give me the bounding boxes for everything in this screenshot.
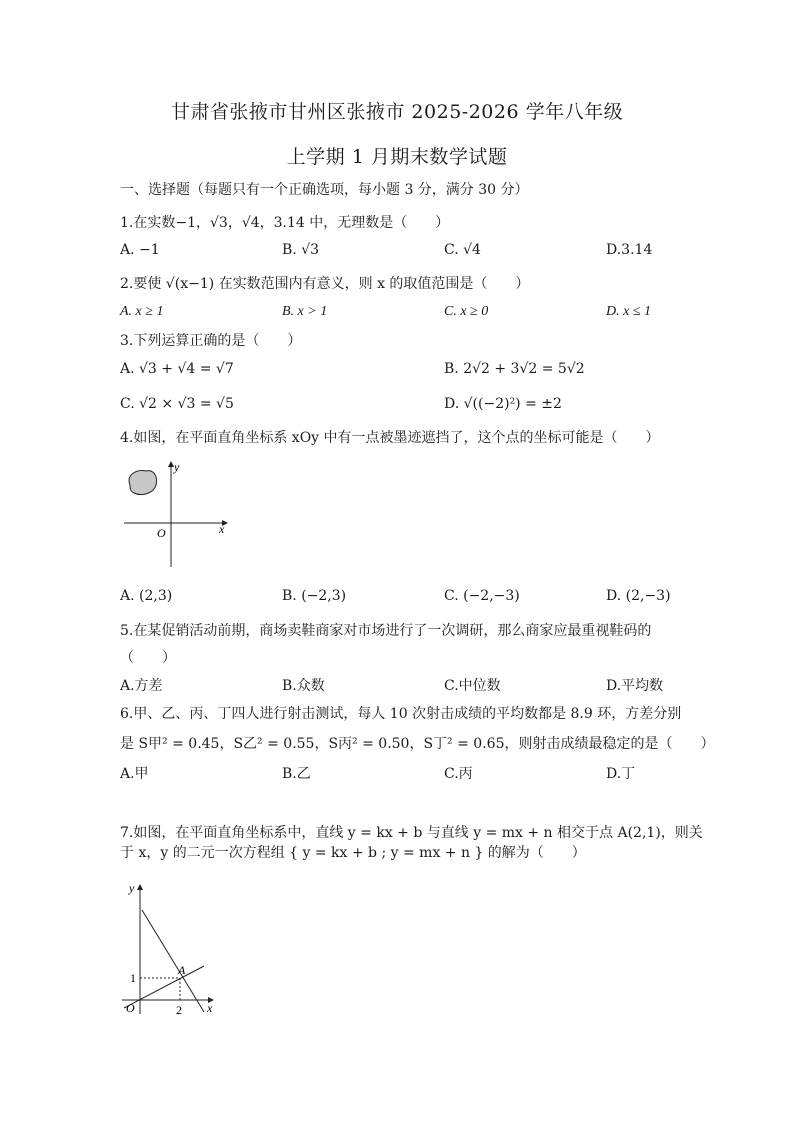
- origin-label: O: [126, 1001, 135, 1015]
- question-2-option-c[interactable]: C. x ≥ 0: [444, 304, 489, 319]
- point-a-label: A: [178, 963, 186, 977]
- question-4-figure: [118, 455, 238, 575]
- question-5-option-d[interactable]: D.平均数: [606, 678, 664, 694]
- question-4-stem: 4.如图，在平面直角坐标系 xOy 中有一点被墨迹遮挡了，这个点的坐标可能是（ ）: [120, 430, 660, 446]
- question-1-stem: 1.在实数−1，√3，√4，3.14 中，无理数是（ ）: [120, 215, 450, 231]
- question-6-option-a[interactable]: A.甲: [120, 766, 149, 782]
- question-5-option-b[interactable]: B.众数: [282, 678, 325, 694]
- x-axis-label: x: [207, 1001, 213, 1015]
- question-1-option-d[interactable]: D.3.14: [606, 242, 653, 258]
- ink-blot-shape: [129, 471, 156, 495]
- section-heading: 一、选择题（每题只有一个正确选项，每小题 3 分，满分 30 分）: [120, 182, 529, 198]
- question-5-stem-cont: （ ）: [120, 650, 176, 666]
- question-1-option-b[interactable]: B. √3: [282, 242, 320, 258]
- question-7-figure: [118, 880, 228, 1020]
- question-2-option-b[interactable]: B. x > 1: [282, 304, 328, 319]
- origin-label: O: [157, 526, 166, 540]
- question-3-option-c[interactable]: C. √2 × √3 = √5: [120, 396, 234, 412]
- question-2-option-d[interactable]: D. x ≤ 1: [606, 304, 652, 319]
- question-2-stem: 2.要使 √(x−1) 在实数范围内有意义，则 x 的取值范围是（ ）: [120, 276, 530, 292]
- question-4-option-c[interactable]: C. (−2,−3): [444, 588, 520, 604]
- question-4-option-a[interactable]: A. (2,3): [120, 588, 173, 604]
- question-3-stem: 3.下列运算正确的是（ ）: [120, 333, 302, 349]
- line-mx-n: [124, 966, 204, 1008]
- y-axis-label: y: [129, 881, 135, 895]
- question-5-stem: 5.在某促销活动前期，商场卖鞋商家对市场进行了一次调研，那么商家应最重视鞋码的: [120, 623, 652, 639]
- question-3-option-d[interactable]: D. √((−2)²) = ±2: [444, 396, 562, 412]
- tick-y-label: 1: [130, 971, 136, 985]
- question-6-option-b[interactable]: B.乙: [282, 766, 311, 782]
- question-5-option-c[interactable]: C.中位数: [444, 678, 501, 694]
- line-kx-b: [142, 910, 204, 1012]
- question-3-option-a[interactable]: A. √3 + √4 = √7: [120, 361, 234, 377]
- question-6-stem: 6.甲、乙、丙、丁四人进行射击测试，每人 10 次射击成绩的平均数都是 8.9 环，方差分别: [120, 706, 682, 722]
- question-5-option-a[interactable]: A.方差: [120, 678, 163, 694]
- page-title-line2: 上学期 1 月期末数学试题: [286, 146, 508, 168]
- x-axis-label: x: [219, 522, 225, 536]
- question-6-option-d[interactable]: D.丁: [606, 766, 636, 782]
- y-axis-label: y: [174, 460, 180, 474]
- question-4-option-d[interactable]: D. (2,−3): [606, 588, 671, 604]
- y-axis-arrow: [137, 884, 143, 890]
- question-7-stem: 7.如图，在平面直角坐标系中，直线 y = kx + b 与直线 y = mx + n 相交于点 A(2,1)，则关: [120, 825, 703, 841]
- question-6-option-c[interactable]: C.丙: [444, 766, 473, 782]
- tick-x-label: 2: [176, 1003, 182, 1017]
- question-1-option-c[interactable]: C. √4: [444, 242, 481, 258]
- question-4-option-b[interactable]: B. (−2,3): [282, 588, 347, 604]
- question-3-option-b[interactable]: B. 2√2 + 3√2 = 5√2: [444, 361, 585, 377]
- question-6-stem-cont: 是 S甲² = 0.45，S乙² = 0.55，S丙² = 0.50，S丁² = 0.65，则射击成绩最稳定的是（ ）: [120, 736, 715, 752]
- question-2-option-a[interactable]: A. x ≥ 1: [120, 304, 164, 319]
- page-title-line1: 甘肃省张掖市甘州区张掖市 2025-2026 学年八年级: [170, 101, 624, 123]
- question-7-stem-cont: 于 x，y 的二元一次方程组 { y = kx + b ; y = mx + n } 的解为（ ）: [120, 845, 586, 861]
- question-1-option-a[interactable]: A. −1: [120, 242, 160, 258]
